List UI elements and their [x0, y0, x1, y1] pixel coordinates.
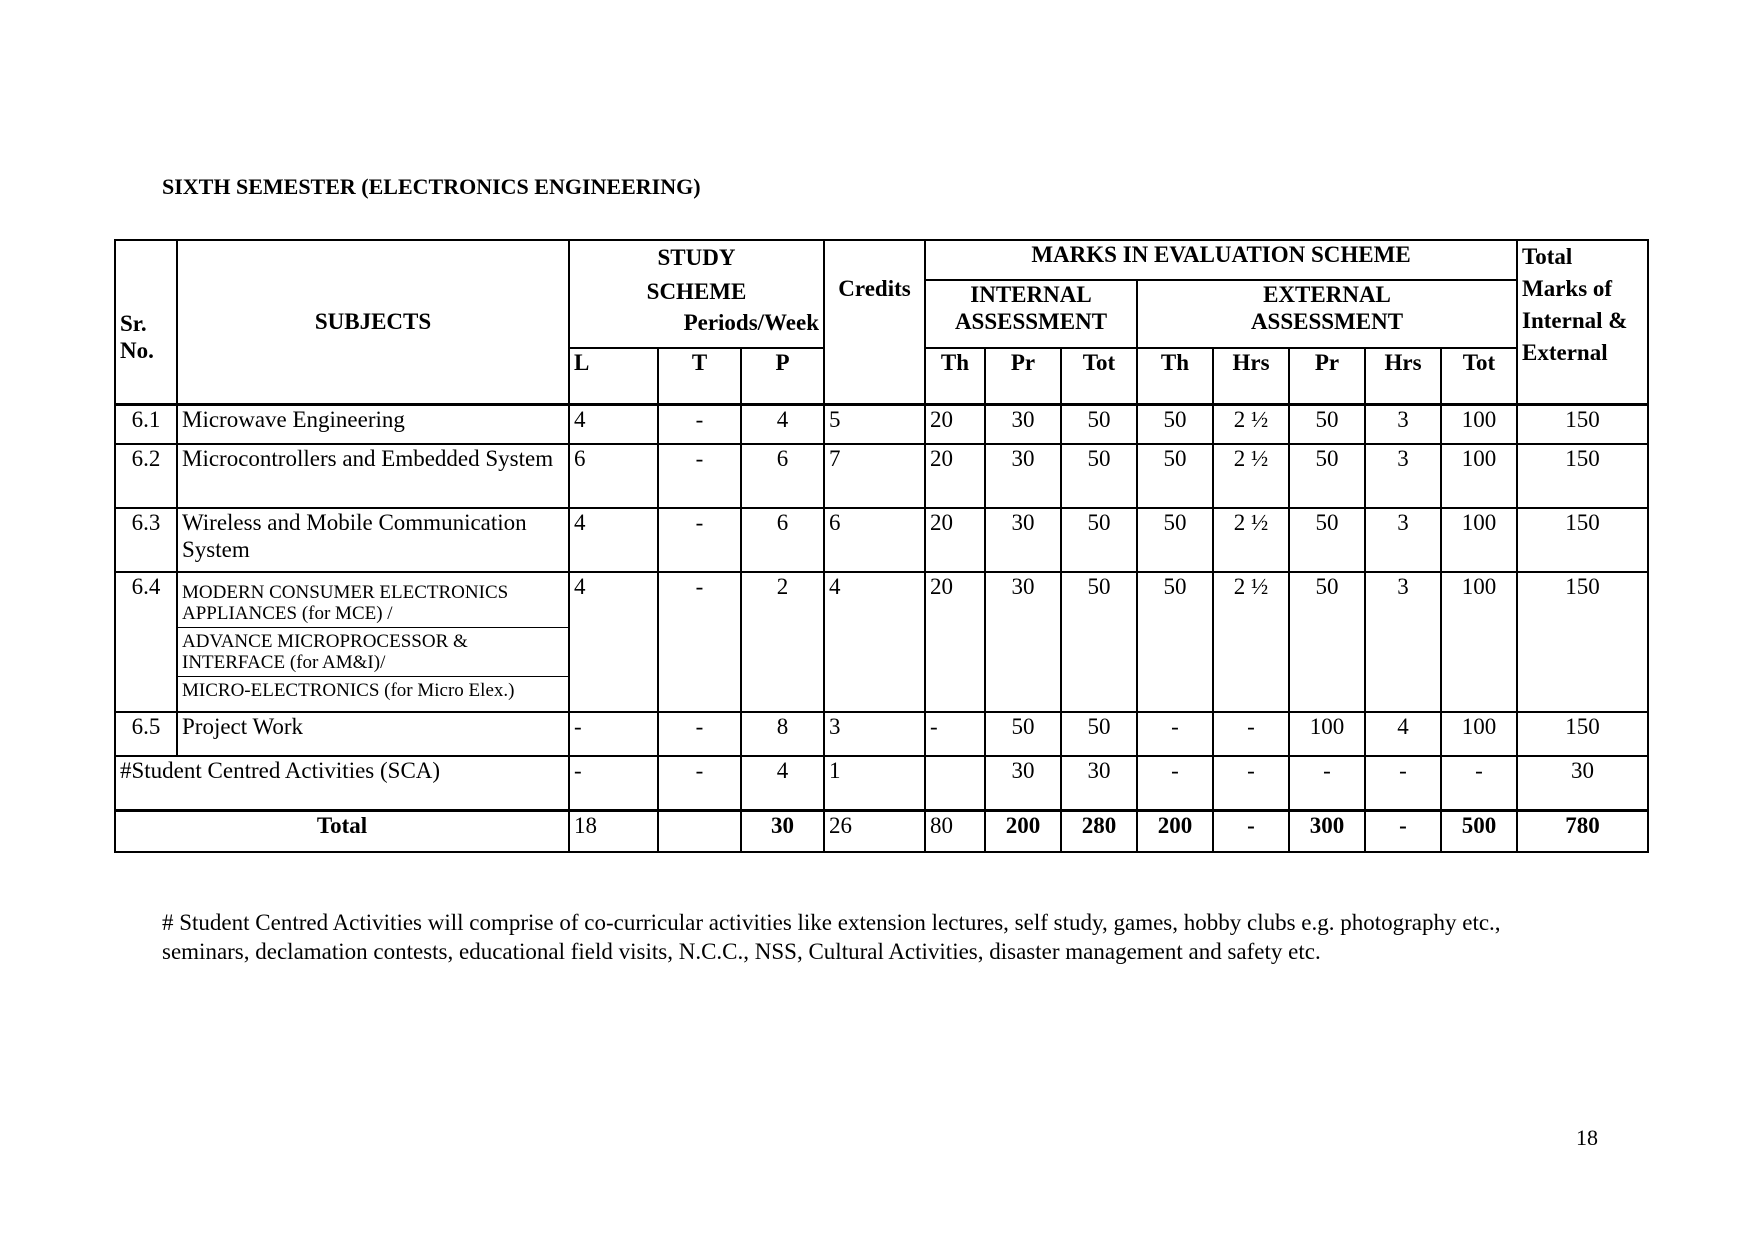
- header-ext-th: Th: [1137, 348, 1213, 404]
- l-cell: 4: [569, 404, 658, 444]
- subject-cell: Microcontrollers and Embedded System: [177, 444, 569, 508]
- total-cell: 150: [1517, 508, 1648, 572]
- ext-pr-cell: 50: [1289, 508, 1365, 572]
- header-total-marks: Total Marks of Internal & External: [1517, 240, 1648, 404]
- l-cell: 6: [569, 444, 658, 508]
- header-ext-hrs-2: Hrs: [1365, 348, 1441, 404]
- subject-option-mce: MODERN CONSUMER ELECTRONICS APPLIANCES (for MCE) /: [178, 579, 568, 628]
- sr-no-cell: 6.2: [115, 444, 177, 508]
- total-cell: 150: [1517, 572, 1648, 712]
- page-title: SIXTH SEMESTER (ELECTRONICS ENGINEERING): [162, 174, 701, 199]
- l-cell: -: [569, 712, 658, 756]
- ext-pr-cell: -: [1289, 756, 1365, 810]
- subject-cell: Project Work: [177, 712, 569, 756]
- ext-pr-cell: 50: [1289, 444, 1365, 508]
- int-th-cell: 80: [925, 810, 985, 852]
- int-th-cell: 20: [925, 444, 985, 508]
- credits-cell: 3: [824, 712, 925, 756]
- ext-tot-cell: 500: [1441, 810, 1517, 852]
- ext-hrs-cell: -: [1213, 756, 1289, 810]
- credits-cell: 4: [824, 572, 925, 712]
- total-row: [115, 810, 1648, 852]
- t-cell: -: [658, 508, 741, 572]
- header-internal-assessment: INTERNAL ASSESSMENT: [925, 280, 1137, 348]
- ext-hrs-cell: -: [1213, 712, 1289, 756]
- footnote: # Student Centred Activities will comprise of co-curricular activities like extension lectures, self study, games, hobby clubs e.g. photography etc., seminars, declamation contests, educational field visits, N.C.C., NSS, Cultural Activities, disaster management and safety etc.: [162, 910, 1501, 964]
- int-pr-cell: 30: [985, 444, 1061, 508]
- header-subjects-text: SUBJECTS: [314, 309, 432, 335]
- int-tot-cell: 280: [1061, 810, 1137, 852]
- sr-no-cell: 6.5: [115, 712, 177, 756]
- ext-hrs2-cell: -: [1365, 756, 1441, 810]
- int-pr-cell: 30: [985, 756, 1061, 810]
- total-label-cell: Total: [115, 810, 569, 852]
- evaluation-scheme-table: [114, 239, 1649, 853]
- subject-options-cell: [177, 572, 569, 712]
- int-th-cell: [925, 756, 985, 810]
- header-sr-no-text: Sr. No.: [120, 310, 154, 363]
- ext-tot-cell: 100: [1441, 508, 1517, 572]
- ext-th-cell: 50: [1137, 572, 1213, 712]
- table-row: [115, 572, 1648, 712]
- ext-hrs2-cell: 3: [1365, 444, 1441, 508]
- ext-tot-cell: 100: [1441, 712, 1517, 756]
- ext-tot-cell: -: [1441, 756, 1517, 810]
- header-study-scheme-text: STUDY SCHEME: [646, 245, 747, 304]
- p-cell: 30: [741, 810, 824, 852]
- int-th-cell: 20: [925, 572, 985, 712]
- sr-no-cell: 6.1: [115, 404, 177, 444]
- p-cell: 6: [741, 508, 824, 572]
- p-cell: 4: [741, 756, 824, 810]
- ext-th-cell: 50: [1137, 444, 1213, 508]
- ext-th-cell: 50: [1137, 508, 1213, 572]
- int-tot-cell: 50: [1061, 508, 1137, 572]
- sca-row: [115, 756, 1648, 810]
- t-cell: -: [658, 404, 741, 444]
- ext-hrs2-cell: 3: [1365, 508, 1441, 572]
- int-th-cell: 20: [925, 404, 985, 444]
- t-cell: -: [658, 756, 741, 810]
- int-tot-cell: 30: [1061, 756, 1137, 810]
- int-tot-cell: 50: [1061, 404, 1137, 444]
- table-row: [115, 404, 1648, 444]
- subject-option-ami: ADVANCE MICROPROCESSOR & INTERFACE (for AM&I)/: [178, 628, 568, 677]
- header-marks-eval: MARKS IN EVALUATION SCHEME: [925, 240, 1517, 280]
- credits-cell: 6: [824, 508, 925, 572]
- p-cell: 6: [741, 444, 824, 508]
- header-external-assessment: EXTERNAL ASSESSMENT: [1137, 280, 1517, 348]
- ext-pr-cell: 50: [1289, 404, 1365, 444]
- header-int-pr: Pr: [985, 348, 1061, 404]
- header-ext-tot: Tot: [1441, 348, 1517, 404]
- int-tot-cell: 50: [1061, 572, 1137, 712]
- ext-tot-cell: 100: [1441, 404, 1517, 444]
- t-cell: -: [658, 712, 741, 756]
- int-pr-cell: 200: [985, 810, 1061, 852]
- int-pr-cell: 50: [985, 712, 1061, 756]
- int-th-cell: -: [925, 712, 985, 756]
- ext-th-cell: 50: [1137, 404, 1213, 444]
- l-cell: -: [569, 756, 658, 810]
- header-int-th: Th: [925, 348, 985, 404]
- ext-th-cell: -: [1137, 756, 1213, 810]
- total-cell: 150: [1517, 712, 1648, 756]
- ext-hrs2-cell: 4: [1365, 712, 1441, 756]
- l-cell: 18: [569, 810, 658, 852]
- sca-label-cell: #Student Centred Activities (SCA): [115, 756, 569, 810]
- int-pr-cell: 30: [985, 404, 1061, 444]
- ext-hrs2-cell: 3: [1365, 404, 1441, 444]
- t-cell: -: [658, 444, 741, 508]
- subject-cell: Wireless and Mobile Communication System: [177, 508, 569, 572]
- header-ext-hrs-1: Hrs: [1213, 348, 1289, 404]
- page-number: 18: [1576, 1125, 1598, 1150]
- header-periods-week: Periods/Week: [683, 310, 819, 335]
- header-int-tot: Tot: [1061, 348, 1137, 404]
- total-cell: 780: [1517, 810, 1648, 852]
- ext-pr-cell: 50: [1289, 572, 1365, 712]
- credits-cell: 5: [824, 404, 925, 444]
- int-pr-cell: 30: [985, 508, 1061, 572]
- ext-tot-cell: 100: [1441, 572, 1517, 712]
- header-t: T: [658, 348, 741, 404]
- l-cell: 4: [569, 572, 658, 712]
- ext-hrs-cell: 2 ½: [1213, 444, 1289, 508]
- ext-pr-cell: 300: [1289, 810, 1365, 852]
- subject-option-micro: MICRO-ELECTRONICS (for Micro Elex.): [182, 680, 515, 701]
- header-sr-no: [115, 240, 177, 404]
- total-cell: 150: [1517, 404, 1648, 444]
- ext-th-cell: 200: [1137, 810, 1213, 852]
- int-th-cell: 20: [925, 508, 985, 572]
- ext-tot-cell: 100: [1441, 444, 1517, 508]
- header-credits-text: Credits: [838, 276, 911, 301]
- header-l: L: [569, 348, 658, 404]
- table-row: [115, 444, 1648, 508]
- ext-hrs-cell: 2 ½: [1213, 404, 1289, 444]
- sr-no-cell: 6.4: [115, 572, 177, 712]
- p-cell: 2: [741, 572, 824, 712]
- credits-cell: 7: [824, 444, 925, 508]
- header-subjects: [177, 240, 569, 404]
- ext-pr-cell: 100: [1289, 712, 1365, 756]
- int-tot-cell: 50: [1061, 444, 1137, 508]
- t-cell: -: [658, 572, 741, 712]
- credits-cell: 1: [824, 756, 925, 810]
- sr-no-cell: 6.3: [115, 508, 177, 572]
- header-ext-pr: Pr: [1289, 348, 1365, 404]
- ext-th-cell: -: [1137, 712, 1213, 756]
- l-cell: 4: [569, 508, 658, 572]
- ext-hrs-cell: -: [1213, 810, 1289, 852]
- subject-cell: Microwave Engineering: [177, 404, 569, 444]
- header-p: P: [741, 348, 824, 404]
- total-cell: 150: [1517, 444, 1648, 508]
- int-tot-cell: 50: [1061, 712, 1137, 756]
- ext-hrs-cell: 2 ½: [1213, 508, 1289, 572]
- credits-cell: 26: [824, 810, 925, 852]
- table-row: [115, 712, 1648, 756]
- header-study-scheme: [569, 240, 824, 348]
- int-pr-cell: 30: [985, 572, 1061, 712]
- header-credits: [824, 240, 925, 404]
- p-cell: 4: [741, 404, 824, 444]
- total-cell: 30: [1517, 756, 1648, 810]
- ext-hrs2-cell: 3: [1365, 572, 1441, 712]
- table-row: [115, 508, 1648, 572]
- t-cell: [658, 810, 741, 852]
- ext-hrs-cell: 2 ½: [1213, 572, 1289, 712]
- p-cell: 8: [741, 712, 824, 756]
- ext-hrs2-cell: -: [1365, 810, 1441, 852]
